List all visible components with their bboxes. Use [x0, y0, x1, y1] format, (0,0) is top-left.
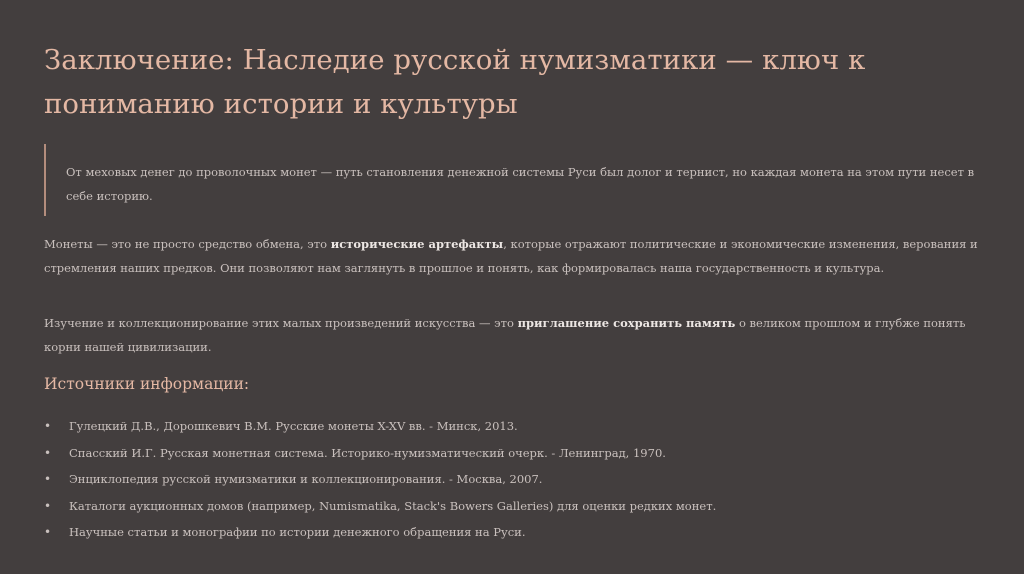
- source-item: [44, 519, 984, 546]
- bullet-icon: •: [44, 445, 52, 460]
- source-item: [44, 493, 984, 520]
- slide-title: Заключение: Наследие русской нумизматики — ключ к пониманию истории и культуры: [44, 44, 866, 120]
- source-item-text: Энциклопедия русской нумизматики и коллекционирования. - Москва, 2007.: [69, 472, 543, 486]
- source-item: [44, 466, 984, 493]
- paragraph-artifacts: [44, 232, 989, 280]
- sources-list: [44, 413, 984, 546]
- paragraph-collecting-text-start: Изучение и коллекционирование этих малых произведений искусства — это: [44, 316, 518, 330]
- source-item-text: Каталоги аукционных домов (например, Numismatika, Stack's Bowers Galleries) для оценки редких монет.: [69, 498, 717, 513]
- paragraph-collecting: [44, 311, 989, 359]
- paragraph-artifacts-text-start: Монеты — это не просто средство обмена, это: [44, 237, 331, 251]
- paragraph-collecting-text-end: о великом прошлом и глубже понять корни нашей цивилизации.: [44, 316, 966, 354]
- source-item: [44, 413, 984, 440]
- bullet-icon: •: [44, 498, 52, 513]
- bullet-icon: •: [44, 472, 52, 486]
- sources-heading: Источники информации:: [44, 375, 250, 393]
- paragraph-artifacts-text-end: , которые отражают политические и экономические изменения, верования и стремления наших предков. Они позволяют нам заглянуть в прошлое и понять, как формировалась наша государственность и культура.: [44, 237, 978, 275]
- source-item: [44, 440, 984, 467]
- bullet-icon: •: [44, 419, 52, 433]
- bullet-icon: •: [44, 525, 52, 539]
- quote-text: От меховых денег до проволочных монет — путь становления денежной системы Руси был долог и тернист, но каждая монета на этом пути несет в себе историю.: [66, 165, 975, 203]
- quote-block: [44, 144, 984, 216]
- source-item-text: Гулецкий Д.В., Дорошкевич В.М. Русские монеты X-XV вв. - Минск, 2013.: [69, 419, 518, 433]
- paragraph-collecting-highlight: приглашение сохранить память: [517, 316, 736, 330]
- paragraph-artifacts-highlight: исторические артефакты: [330, 237, 504, 251]
- source-item-text: Научные статьи и монографии по истории денежного обращения на Руси.: [69, 525, 526, 539]
- source-item-text: Спасский И.Г. Русская монетная система. Историко-нумизматический очерк. - Ленинград, 1970.: [69, 445, 666, 460]
